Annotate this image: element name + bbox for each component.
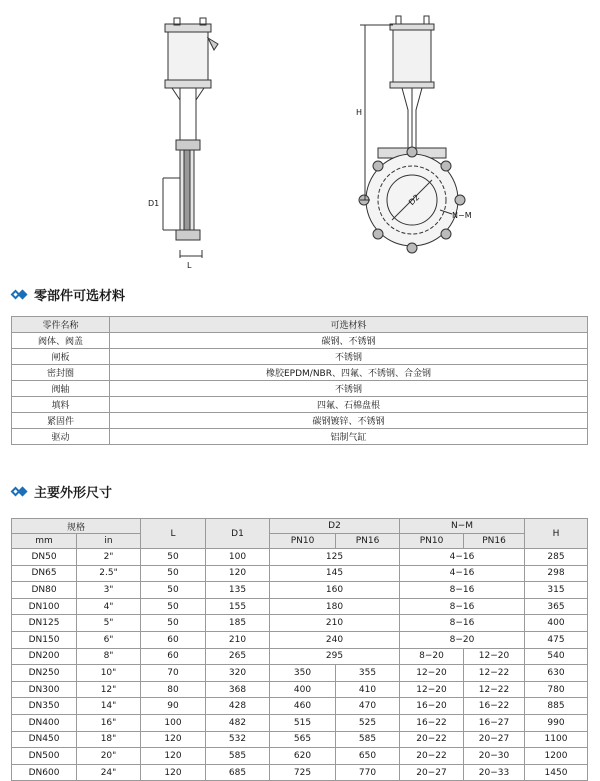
valve-front-view [359, 16, 465, 253]
table-row [12, 565, 588, 582]
cell-mm: DN450 [12, 731, 77, 748]
material: 不锈钢 [110, 349, 588, 365]
header-part-name: 零件名称 [12, 317, 110, 333]
table-row [12, 429, 588, 445]
material: 铝制气缸 [110, 429, 588, 445]
cell-in: 24" [77, 764, 141, 781]
material: 四氟、石棉盘根 [110, 397, 588, 413]
cell-d1: 155 [206, 598, 270, 615]
cell-nm-pn16: 12−20 [464, 648, 525, 665]
cell-nm-pn16: 16−27 [464, 714, 525, 731]
materials-table [11, 316, 588, 445]
part-name: 阀体、阀盖 [12, 333, 110, 349]
cell-h: 298 [525, 565, 588, 582]
cell-d2-pn16: 525 [336, 714, 400, 731]
table-row [12, 549, 588, 566]
label-nm: N−M [452, 211, 472, 220]
cell-h: 540 [525, 648, 588, 665]
cell-d2-pn10: 400 [270, 681, 336, 698]
cell-d2-pn10: 350 [270, 665, 336, 682]
cell-mm: DN125 [12, 615, 77, 632]
cell-nm-pn10: 16−22 [400, 714, 464, 731]
cell-nm-pn10: 12−20 [400, 681, 464, 698]
table-row [12, 349, 588, 365]
cell-nm-pn16: 20−27 [464, 731, 525, 748]
cell-h: 475 [525, 631, 588, 648]
table-row [12, 631, 588, 648]
cell-d1: 320 [206, 665, 270, 682]
cell-in: 4" [77, 598, 141, 615]
header-mm: mm [12, 534, 77, 549]
table-row [12, 665, 588, 682]
cell-nm-pn16: 16−22 [464, 698, 525, 715]
cell-h: 1100 [525, 731, 588, 748]
material: 碳钢镀锌、不锈钢 [110, 413, 588, 429]
header-nm: N−M [400, 519, 525, 534]
table-row [12, 648, 588, 665]
header-spec: 规格 [12, 519, 141, 534]
cell-mm: DN300 [12, 681, 77, 698]
diamond-bullet-icon [12, 289, 28, 301]
part-name: 阀轴 [12, 381, 110, 397]
diamond-bullet-icon [12, 486, 28, 498]
cell-h: 1450 [525, 764, 588, 781]
material: 碳钢、不锈钢 [110, 333, 588, 349]
header-d1: D1 [206, 519, 270, 549]
material: 不锈钢 [110, 381, 588, 397]
cell-d1: 585 [206, 748, 270, 765]
cell-nm: 8−16 [400, 598, 525, 615]
cell-in: 12" [77, 681, 141, 698]
cell-h: 315 [525, 582, 588, 599]
dimensions-title-text: 主要外形尺寸 [34, 486, 113, 501]
table-row [12, 764, 588, 781]
header-l: L [141, 519, 206, 549]
valve-side-view [163, 18, 218, 258]
cell-mm: DN350 [12, 698, 77, 715]
part-name: 紧固件 [12, 413, 110, 429]
cell-d2: 145 [270, 565, 400, 582]
cell-d1: 368 [206, 681, 270, 698]
cell-l: 50 [141, 565, 206, 582]
table-row [12, 698, 588, 715]
materials-section-title [12, 285, 125, 304]
cell-d2-pn16: 770 [336, 764, 400, 781]
cell-d1: 120 [206, 565, 270, 582]
cell-d2: 240 [270, 631, 400, 648]
cell-h: 400 [525, 615, 588, 632]
cell-h: 780 [525, 681, 588, 698]
cell-nm-pn16: 20−33 [464, 764, 525, 781]
cell-l: 50 [141, 549, 206, 566]
cell-nm: 4−16 [400, 549, 525, 566]
cell-d1: 265 [206, 648, 270, 665]
cell-d2-pn16: 650 [336, 748, 400, 765]
cell-d2-pn16: 585 [336, 731, 400, 748]
cell-l: 90 [141, 698, 206, 715]
header-nm-pn10: PN10 [400, 534, 464, 549]
cell-in: 6" [77, 631, 141, 648]
label-l: L [187, 261, 192, 270]
table-row [12, 714, 588, 731]
cell-nm-pn10: 20−22 [400, 748, 464, 765]
cell-in: 10" [77, 665, 141, 682]
table-row [12, 397, 588, 413]
cell-d2-pn10: 565 [270, 731, 336, 748]
cell-d2-pn10: 515 [270, 714, 336, 731]
header-nm-pn16: PN16 [464, 534, 525, 549]
cell-d1: 100 [206, 549, 270, 566]
cell-l: 70 [141, 665, 206, 682]
cell-nm: 8−16 [400, 582, 525, 599]
cell-in: 14" [77, 698, 141, 715]
cell-in: 16" [77, 714, 141, 731]
cell-d1: 428 [206, 698, 270, 715]
cell-mm: DN250 [12, 665, 77, 682]
dimensions-table [11, 518, 588, 781]
dim-header-row-1 [12, 519, 588, 534]
table-row [12, 681, 588, 698]
cell-mm: DN65 [12, 565, 77, 582]
cell-nm-pn10: 16−20 [400, 698, 464, 715]
material: 橡胶EPDM/NBR、四氟、不锈钢、合金钢 [110, 365, 588, 381]
cell-d2-pn10: 620 [270, 748, 336, 765]
cell-nm-pn10: 20−22 [400, 731, 464, 748]
cell-mm: DN80 [12, 582, 77, 599]
cell-h: 990 [525, 714, 588, 731]
cell-h: 1200 [525, 748, 588, 765]
cell-in: 3" [77, 582, 141, 599]
part-name: 闸板 [12, 349, 110, 365]
cell-h: 365 [525, 598, 588, 615]
cell-l: 60 [141, 631, 206, 648]
cell-mm: DN50 [12, 549, 77, 566]
table-row [12, 333, 588, 349]
cell-d2: 125 [270, 549, 400, 566]
cell-l: 120 [141, 731, 206, 748]
label-d1: D1 [148, 199, 160, 208]
label-h: H [356, 108, 363, 117]
cell-nm-pn10: 12−20 [400, 665, 464, 682]
cell-d2: 160 [270, 582, 400, 599]
cell-l: 60 [141, 648, 206, 665]
cell-nm-pn16: 12−22 [464, 665, 525, 682]
cell-in: 2.5" [77, 565, 141, 582]
cell-d2-pn16: 470 [336, 698, 400, 715]
cell-h: 630 [525, 665, 588, 682]
materials-title-text: 零部件可选材料 [34, 289, 126, 304]
cell-in: 20" [77, 748, 141, 765]
header-d2: D2 [270, 519, 400, 534]
header-d2-pn10: PN10 [270, 534, 336, 549]
cell-d2-pn16: 410 [336, 681, 400, 698]
cell-nm-pn16: 20−30 [464, 748, 525, 765]
table-row [12, 413, 588, 429]
cell-l: 100 [141, 714, 206, 731]
part-name: 密封圈 [12, 365, 110, 381]
cell-d1: 685 [206, 764, 270, 781]
cell-h: 285 [525, 549, 588, 566]
cell-nm-pn10: 20−27 [400, 764, 464, 781]
cell-d1: 135 [206, 582, 270, 599]
cell-d2: 295 [270, 648, 400, 665]
header-in: in [77, 534, 141, 549]
cell-l: 50 [141, 615, 206, 632]
cell-in: 2" [77, 549, 141, 566]
header-material: 可选材料 [110, 317, 588, 333]
cell-mm: DN400 [12, 714, 77, 731]
cell-nm: 4−16 [400, 565, 525, 582]
cell-d1: 185 [206, 615, 270, 632]
table-row [12, 748, 588, 765]
table-row [12, 598, 588, 615]
table-row [12, 381, 588, 397]
cell-in: 18" [77, 731, 141, 748]
cell-in: 5" [77, 615, 141, 632]
cell-mm: DN100 [12, 598, 77, 615]
label-d2: D2 [407, 192, 422, 208]
table-row [12, 731, 588, 748]
cell-d2-pn10: 725 [270, 764, 336, 781]
cell-l: 50 [141, 582, 206, 599]
cell-h: 885 [525, 698, 588, 715]
cell-d2: 210 [270, 615, 400, 632]
part-name: 驱动 [12, 429, 110, 445]
table-row [12, 582, 588, 599]
table-header-row [12, 317, 588, 333]
table-row [12, 615, 588, 632]
table-row [12, 365, 588, 381]
cell-d2-pn16: 355 [336, 665, 400, 682]
cell-mm: DN600 [12, 764, 77, 781]
cell-d1: 210 [206, 631, 270, 648]
cell-d2-pn10: 460 [270, 698, 336, 715]
valve-drawing [0, 0, 600, 275]
cell-mm: DN150 [12, 631, 77, 648]
header-d2-pn16: PN16 [336, 534, 400, 549]
cell-l: 50 [141, 598, 206, 615]
part-name: 填料 [12, 397, 110, 413]
cell-nm-pn10: 8−20 [400, 648, 464, 665]
header-h: H [525, 519, 588, 549]
dim-header-row-2 [12, 534, 588, 549]
cell-l: 120 [141, 764, 206, 781]
cell-l: 120 [141, 748, 206, 765]
cell-nm: 8−20 [400, 631, 525, 648]
cell-in: 8" [77, 648, 141, 665]
cell-d2: 180 [270, 598, 400, 615]
cell-l: 80 [141, 681, 206, 698]
cell-nm-pn16: 12−22 [464, 681, 525, 698]
cell-d1: 532 [206, 731, 270, 748]
cell-d1: 482 [206, 714, 270, 731]
cell-mm: DN500 [12, 748, 77, 765]
dimensions-section-title [12, 482, 112, 501]
cell-mm: DN200 [12, 648, 77, 665]
cell-nm: 8−16 [400, 615, 525, 632]
